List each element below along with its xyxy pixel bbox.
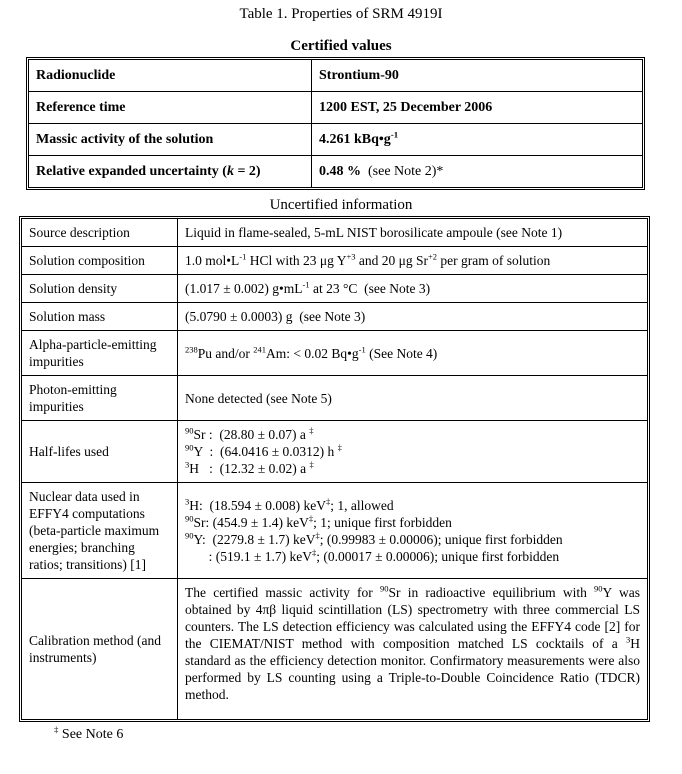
uncertified-information-table xyxy=(19,216,650,722)
row-value-nuclear-data xyxy=(178,483,648,579)
footnote: ‡ See Note 6 xyxy=(54,724,124,742)
row-value-half-lifes xyxy=(178,421,648,483)
row-label-source-description: Source description xyxy=(22,219,178,247)
row-label-massic-activity: Massic activity of the solution xyxy=(29,124,312,156)
table-row xyxy=(29,156,643,188)
table-row xyxy=(22,579,648,720)
value-line: $^{90}$Y: (2279.8 ± 1.7) keV‡; (0.99983 ± 0.00006); unique first forbidden xyxy=(185,530,563,547)
row-label-solution-density: Solution density xyxy=(22,275,178,303)
row-label-photon-impurities: Photon-emitting impurities xyxy=(22,376,178,421)
value-line: $^{90}$Sr : (28.80 ± 0.07) a ‡ xyxy=(185,425,314,442)
table-row xyxy=(29,60,643,92)
row-label-nuclear-data: Nuclear data used in EFFY4 computations (beta-particle maximum energies; branching ratios; transitions) [1] xyxy=(22,483,178,579)
table-row xyxy=(22,331,648,376)
value-line: $^{238}$Pu and/or $^{241}$Am: < 0.02 $Bq•g^{-1}$ (See Note 4) xyxy=(185,344,438,361)
row-label-calibration-method: Calibration method (and instruments) xyxy=(22,579,178,720)
certified-values-heading: Certified values xyxy=(290,38,392,54)
row-label-expanded-uncertainty: Relative expanded uncertainty (k = 2) xyxy=(29,156,312,188)
certified-values-table xyxy=(26,57,645,190)
row-value-alpha-impurities xyxy=(178,331,648,376)
table-row xyxy=(29,124,643,156)
row-label-reference-time: Reference time xyxy=(29,92,312,124)
row-value-radionuclide: Strontium-90 xyxy=(312,60,643,92)
row-value-reference-time: 1200 EST, 25 December 2006 xyxy=(312,92,643,124)
row-value-solution-mass xyxy=(178,303,648,331)
table-row xyxy=(29,92,643,124)
row-value-solution-density xyxy=(178,275,648,303)
table-row xyxy=(22,275,648,303)
calibration-paragraph: The certified massic activity for $^{90}$Sr in radioactive equilibrium with $^{90}$Y was obtained by 4πβ liquid scintillation (LS) spectrometry with three commercial LS counters. The LS detection efficiency was calculated using the EFFY4 code [2] for the CIEMAT/NIST method with composition matched LS cocktails of a $^3$H standard as the efficiency detection monitor. Confirmatory measurements were also performed by LS counting using a Triple-to-Double Coincidence Ratio (TDCR) method. xyxy=(185,583,640,702)
value-line: $^3$H: (18.594 ± 0.008) keV‡; 1, allowed xyxy=(185,496,394,513)
row-value-solution-composition xyxy=(178,247,648,275)
table-row xyxy=(22,303,648,331)
row-label-solution-mass: Solution mass xyxy=(22,303,178,331)
table-row xyxy=(22,247,648,275)
table-row xyxy=(22,483,648,579)
value-line: $^3$H : (12.32 ± 0.02) a ‡ xyxy=(185,459,314,476)
value-line: : (519.1 ± 1.7) keV‡; (0.00017 ± 0.00006); unique first forbidden xyxy=(185,547,560,564)
value-line: $^{90}$Sr: (454.9 ± 1.4) keV‡; 1; unique first forbidden xyxy=(185,513,452,530)
row-value-expanded-uncertainty: 0.48 % (see Note 2)* xyxy=(312,156,643,188)
value-line: $^{90}$Y : (64.0416 ± 0.0312) h ‡ xyxy=(185,442,342,459)
value-line: (5.0790 ± 0.0003) g (see Note 3) xyxy=(185,309,366,324)
value-line: 1.0 $mol•L^{-1}$ HCl with 23 μg $Y^{+3}$ and 20 μg $Sr^{+2}$ per gram of solution xyxy=(185,251,551,268)
value-line: Liquid in flame-sealed, 5-mL NIST borosilicate ampoule (see Note 1) xyxy=(185,225,563,240)
value-line: None detected (see Note 5) xyxy=(185,390,332,406)
row-value-photon-impurities xyxy=(178,376,648,421)
row-label-radionuclide: Radionuclide xyxy=(29,60,312,92)
row-value-calibration-method xyxy=(178,579,648,720)
table-row xyxy=(22,219,648,247)
table-row xyxy=(22,421,648,483)
row-value-source-description xyxy=(178,219,648,247)
row-label-solution-composition: Solution composition xyxy=(22,247,178,275)
uncertified-information-heading: Uncertified information xyxy=(269,197,413,213)
table-row xyxy=(22,376,648,421)
row-value-massic-activity: 4.261 $kBq•g^{-1}$ xyxy=(312,124,643,156)
value-line: (1.017 ± 0.002) $g•mL^{-1}$ at 23 °C (see Note 3) xyxy=(185,279,431,296)
row-label-half-lifes: Half-lifes used xyxy=(22,421,178,483)
row-label-alpha-impurities: Alpha-particle-emitting impurities xyxy=(22,331,178,376)
document-title: Table 1. Properties of SRM 4919I xyxy=(239,6,443,22)
